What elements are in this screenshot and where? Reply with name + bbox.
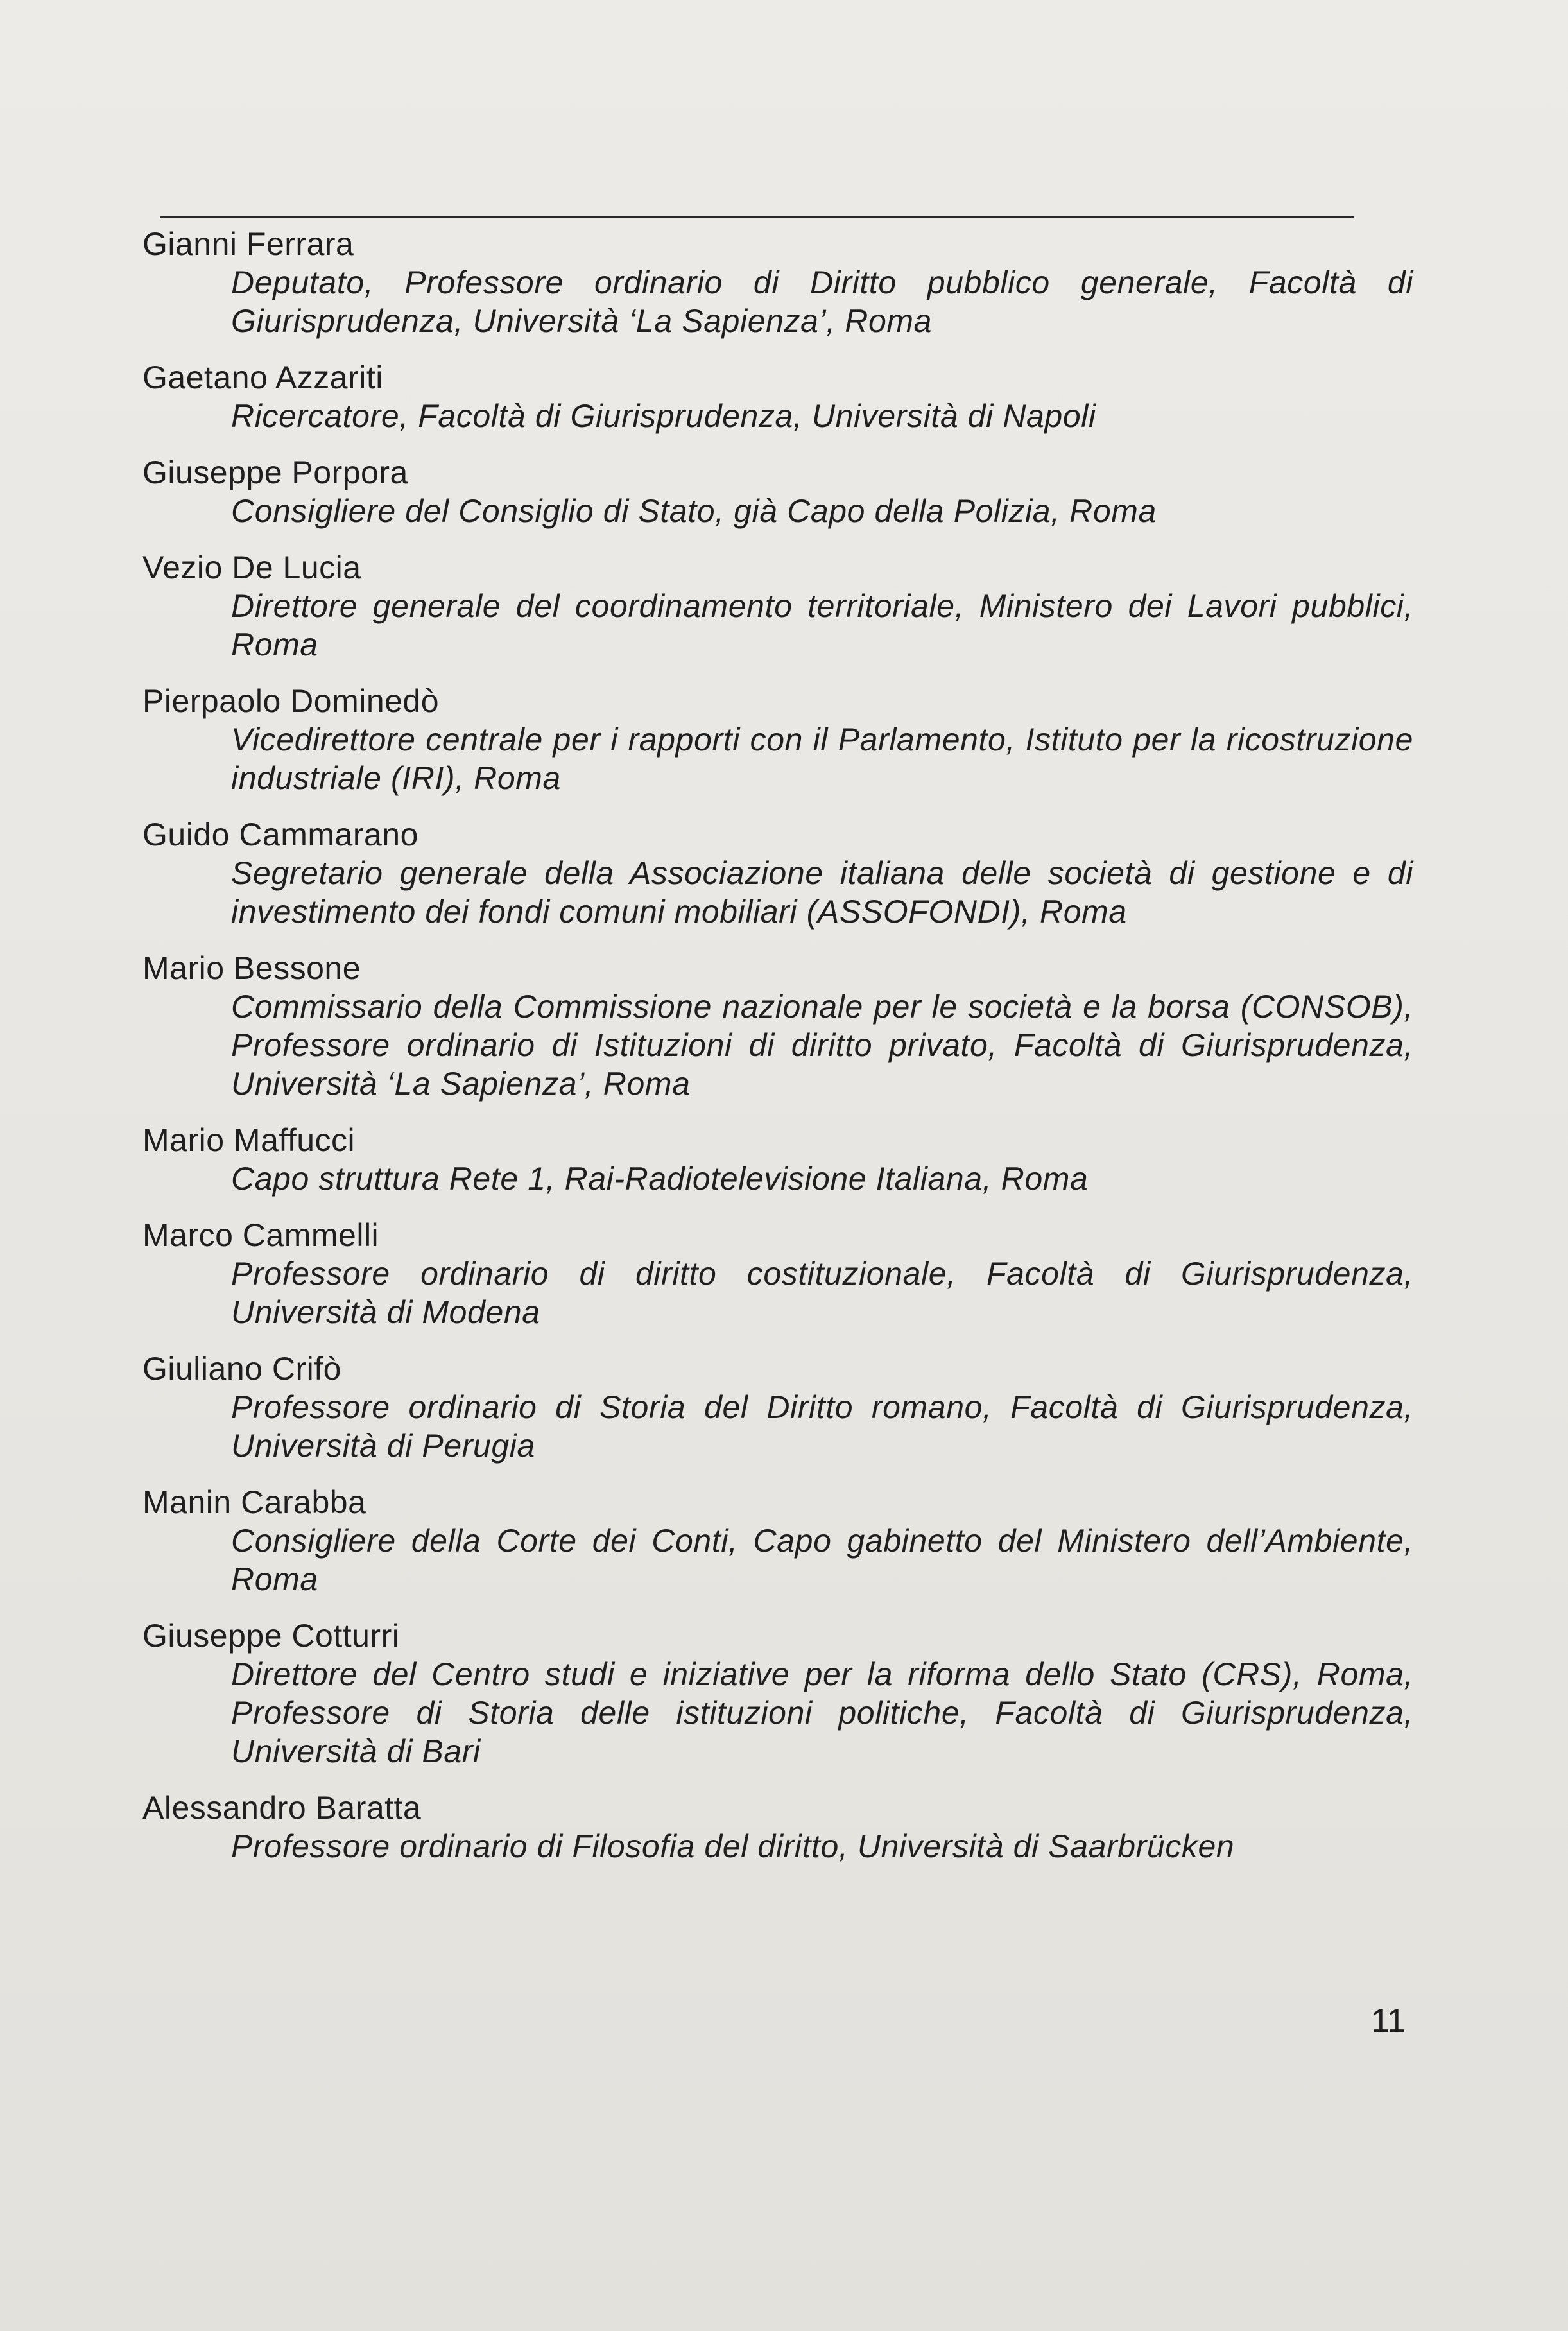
participant-role: Ricercatore, Facoltà di Giurisprudenza, Università di Napoli [231,398,1096,434]
participant-entry [142,358,1413,435]
participant-name: Vezio De Lucia [142,550,361,585]
participant-role: Professore ordinario di Filosofia del diritto, Università di Saarbrücken [231,1828,1235,1864]
participant-role: Deputato, Professore ordinario di Diritto pubblico generale, Facoltà di Giurisprudenza, Università ‘La Sapienza’, Roma [231,264,1413,339]
participant-entry [142,815,1413,931]
participant-role: Direttore generale del coordinamento territoriale, Ministero dei Lavori pubblici, Roma [231,588,1413,663]
participant-entry [142,1121,1413,1198]
participant-entry [142,1616,1413,1771]
participant-entry [142,453,1413,530]
participant-role: Vicedirettore centrale per i rapporti con il Parlamento, Istituto per la ricostruzione industriale (IRI), Roma [231,722,1413,796]
top-rule [160,216,1354,218]
participant-role: Direttore del Centro studi e iniziative per la riforma dello Stato (CRS), Roma, Professore di Storia delle istituzioni politiche, Facoltà di Giurisprudenza, Università di Bari [231,1656,1413,1769]
participant-name: Marco Cammelli [142,1217,379,1253]
participant-entry [142,548,1413,664]
participant-entry [142,225,1413,340]
participant-role: Professore ordinario di Storia del Diritto romano, Facoltà di Giurisprudenza, Università di Perugia [231,1389,1413,1464]
participant-name: Giuseppe Porpora [142,455,408,490]
participant-name: Manin Carabba [142,1484,366,1520]
participant-name: Pierpaolo Dominedò [142,683,440,719]
participant-name: Giuseppe Cotturri [142,1618,400,1654]
participant-name: Giuliano Crifò [142,1351,341,1387]
participant-name: Guido Cammarano [142,817,418,853]
participants-list [142,225,1413,1884]
participant-name: Mario Bessone [142,950,361,986]
participant-role: Segretario generale della Associazione italiana delle società di gestione e di investimento dei fondi comuni mobiliari (ASSOFONDI), Roma [231,855,1413,930]
participant-role: Consigliere della Corte dei Conti, Capo gabinetto del Ministero dell’Ambiente, Roma [231,1523,1413,1597]
participant-name: Alessandro Baratta [142,1790,422,1826]
participant-role: Capo struttura Rete 1, Rai-Radiotelevisione Italiana, Roma [231,1161,1089,1197]
participant-role: Professore ordinario di diritto costituzionale, Facoltà di Giurisprudenza, Università di Modena [231,1256,1413,1330]
participant-entry [142,949,1413,1103]
participant-entry [142,682,1413,797]
participant-entry [142,1349,1413,1465]
participant-entry [142,1216,1413,1331]
page-number: 11 [1371,2002,1406,2040]
participant-entry [142,1483,1413,1599]
participant-role: Commissario della Commissione nazionale per le società e la borsa (CONSOB), Professore ordinario di Istituzioni di diritto privato, Facoltà di Giurisprudenza, Università ‘La Sapienza’, Roma [231,989,1413,1102]
participant-name: Mario Maffucci [142,1122,356,1158]
participant-name: Gaetano Azzariti [142,360,383,395]
participant-entry [142,1789,1413,1866]
participant-role: Consigliere del Consiglio di Stato, già Capo della Polizia, Roma [231,493,1157,529]
participant-name: Gianni Ferrara [142,226,354,262]
